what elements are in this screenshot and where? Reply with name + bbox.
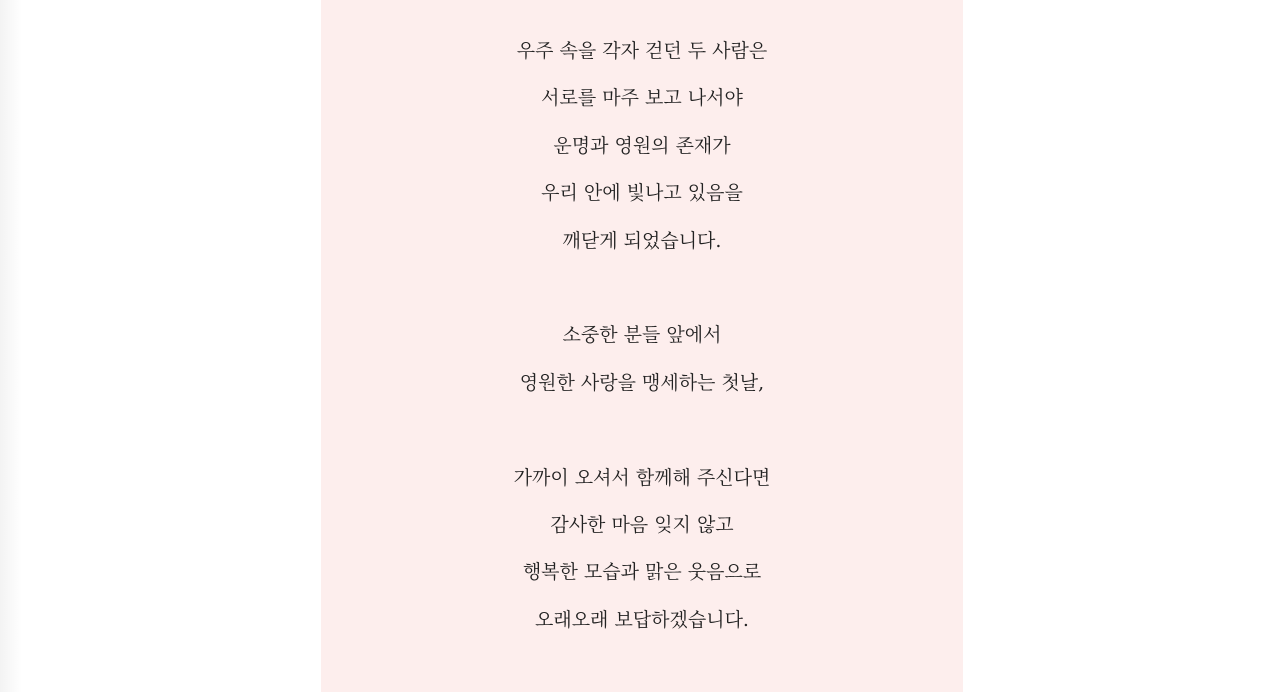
poem-line: 우리 안에 빛나고 있음을 <box>541 182 743 205</box>
left-edge-shadow <box>0 0 22 692</box>
invitation-card <box>321 0 963 692</box>
stanza-spacer <box>321 271 963 318</box>
stanza-spacer <box>321 413 963 460</box>
poem-line: 깨닫게 되었습니다. <box>562 229 722 252</box>
poem-line: 가까이 오셔서 함께해 주신다면 <box>513 466 771 489</box>
poem-line: 소중한 분들 앞에서 <box>562 324 722 347</box>
stanza-3 <box>321 461 963 651</box>
poem-line: 영원한 사랑을 맹세하는 첫날, <box>519 371 765 394</box>
poem-line: 운명과 영원의 존재가 <box>553 134 731 157</box>
poem-line: 감사한 마음 잊지 않고 <box>550 513 734 536</box>
poem-line: 오래오래 보답하겠습니다. <box>535 608 749 631</box>
poem-line: 행복한 모습과 맑은 웃음으로 <box>522 561 762 584</box>
invitation-poem <box>321 34 963 650</box>
poem-line: 서로를 마주 보고 나서야 <box>541 87 743 110</box>
poem-line: 우주 속을 각자 걷던 두 사람은 <box>516 40 768 62</box>
stanza-1 <box>321 34 963 271</box>
stanza-2 <box>321 318 963 413</box>
